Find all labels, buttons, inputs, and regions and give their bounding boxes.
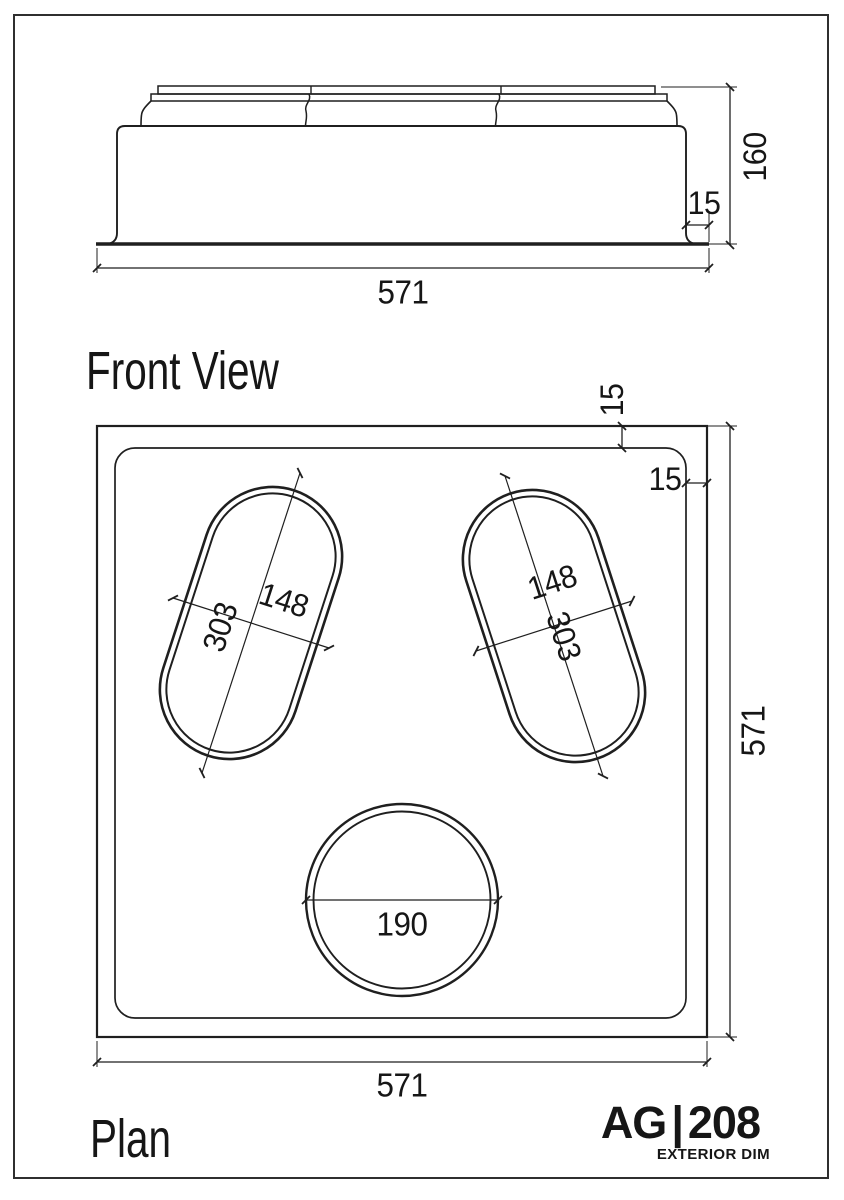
model-code (600, 1097, 760, 1148)
front-view-title: Front View (86, 341, 279, 401)
plan-right-burner-length-label: 303 (539, 606, 589, 666)
front-rim-plate (158, 86, 655, 94)
front-rim-dim-label: 15 (687, 185, 721, 221)
plan-view-drawing (97, 426, 737, 1067)
plan-side-dim-label: 571 (734, 705, 772, 757)
front-view-drawing (96, 86, 737, 273)
front-collar-divider-2 (496, 94, 500, 126)
model-subtitle: EXTERIOR DIM (656, 1146, 770, 1163)
front-height-dim-label: 160 (737, 132, 773, 182)
plan-left-burner-length-label: 303 (195, 597, 245, 657)
front-collar-ogee-right (667, 101, 677, 126)
plan-circle-diameter-label: 190 (376, 905, 428, 943)
plan-outer-square (97, 426, 707, 1037)
plan-view-title: Plan (90, 1109, 172, 1169)
front-collar-divider-1 (306, 94, 310, 126)
front-collar-ogee-left (141, 101, 151, 126)
plan-right-inset-dim-label: 15 (648, 461, 682, 497)
front-body-outline (108, 126, 695, 244)
model-number: 208 (687, 1097, 760, 1148)
model-prefix: AG (600, 1097, 667, 1148)
plan-left-burner-width-label: 148 (254, 575, 314, 625)
front-collar-band (151, 94, 667, 101)
front-width-dim-label: 571 (377, 273, 429, 311)
model-separator-bar: | (671, 1097, 683, 1148)
plan-right-burner-width-label: 148 (522, 557, 582, 607)
plan-top-inset-dim-label: 15 (594, 383, 630, 417)
plan-bottom-dim-label: 571 (376, 1066, 428, 1104)
